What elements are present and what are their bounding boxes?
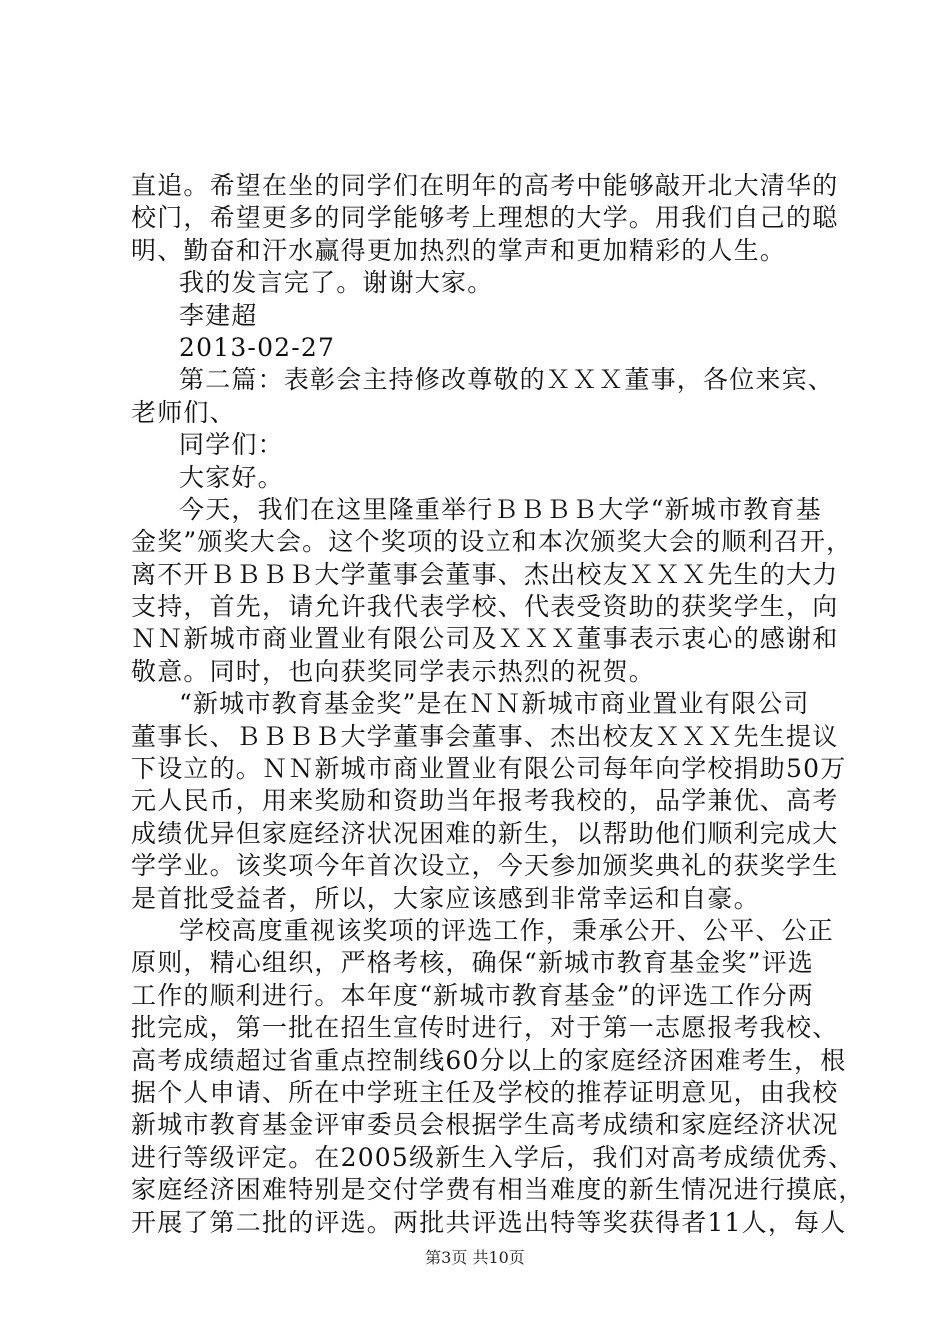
text-line: 原则，精心组织，严格考核，确保“新城市教育基金奖”评选 [131, 948, 814, 978]
text-line: 李建超 [179, 300, 258, 330]
text-line: 董事长、ＢＢＢＢ大学董事会董事、杰出校友ＸＸＸ先生提议 [131, 721, 839, 751]
text-line: 直追。希望在坐的同学们在明年的高考中能够敲开北大清华的 [131, 171, 839, 200]
text-line: 成绩优异但家庭经济状况困难的新生，以帮助他们顺利完成大 [131, 818, 839, 848]
text-line: 工作的顺利进行。本年度“新城市教育基金”的评选工作分两 [131, 980, 814, 1010]
text-line: 大家好。 [179, 462, 284, 492]
text-line: 开展了第二批的评选。两批共评选出特等奖获得者11人，每人 [131, 1207, 847, 1237]
text-line: 我的发言完了。谢谢大家。 [179, 268, 494, 298]
text-line: 今天，我们在这里隆重举行ＢＢＢＢ大学“新城市教育基 [179, 494, 822, 524]
text-line: 支持，首先，请允许我代表学校、代表受资助的获奖学生，向 [131, 592, 839, 622]
document-body [131, 170, 865, 1239]
text-line: 据个人申请、所在中学班主任及学校的推荐证明意见，由我校 [131, 1077, 839, 1107]
text-line: “新城市教育基金奖”是在ＮＮ新城市商业置业有限公司 [179, 689, 810, 719]
text-line: 是首批受益者，所以，大家应该感到非常幸运和自豪。 [131, 883, 760, 913]
text-line: 离不开ＢＢＢＢ大学董事会董事、杰出校友ＸＸＸ先生的大力 [131, 559, 839, 589]
text-line: 明、勤奋和汗水赢得更加热烈的掌声和更加精彩的人生。 [131, 235, 787, 265]
text-line: 校门，希望更多的同学能够考上理想的大学。用我们自己的聪 [131, 203, 839, 233]
text-line: 批完成，第一批在招生宣传时进行，对于第一志愿报考我校、 [131, 1013, 839, 1043]
text-line: 第二篇：表彰会主持修改尊敬的ＸＸＸ董事，各位来宾、 [179, 365, 835, 395]
text-line: 元人民币，用来奖励和资助当年报考我校的，品学兼优、高考 [131, 786, 839, 816]
text-line: 老师们、 [131, 397, 236, 427]
text-line: 敬意。同时，也向获奖同学表示热烈的祝贺。 [131, 656, 656, 686]
text-line: 家庭经济困难特别是交付学费有相当难度的新生情况进行摸底， [131, 1175, 865, 1205]
text-line: 下设立的。ＮＮ新城市商业置业有限公司每年向学校捐助50万 [131, 754, 847, 784]
text-line: 进行等级评定。在2005级新生入学后，我们对高考成绩优秀、 [131, 1142, 855, 1172]
text-line: 高考成绩超过省重点控制线60分以上的家庭经济困难考生，根 [131, 1045, 847, 1075]
text-line: 学学业。该奖项今年首次设立，今天参加颁奖典礼的获奖学生 [131, 851, 839, 881]
text-line: 金奖”颁奖大会。这个奖项的设立和本次颁奖大会的顺利召开， [131, 527, 853, 557]
text-line: 2013-02-27 [179, 332, 336, 362]
text-line: ＮＮ新城市商业置业有限公司及ＸＸＸ董事表示衷心的感谢和 [131, 624, 839, 654]
text-line: 新城市教育基金评审委员会根据学生高考成绩和家庭经济状况 [131, 1110, 839, 1140]
text-line: 同学们： [179, 430, 284, 460]
page-footer: 第3页 共10页 [425, 1248, 525, 1267]
text-line: 学校高度重视该奖项的评选工作，秉承公开、公平、公正 [179, 915, 835, 945]
